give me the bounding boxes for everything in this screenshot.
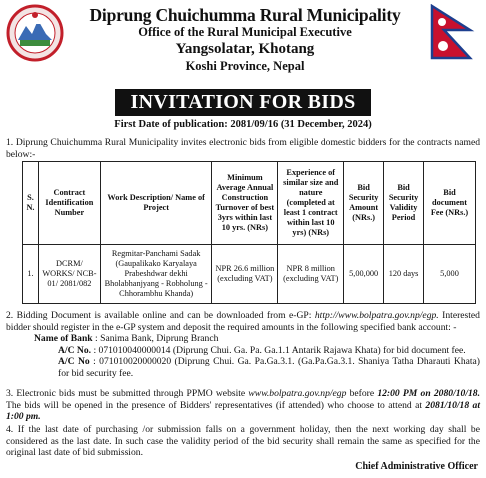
- office-name: Office of the Rural Municipal Executive: [138, 25, 352, 39]
- opening-time: 2081/10/18 at 1:00 pm.: [6, 399, 480, 422]
- account-2-label: A/C No: [58, 356, 90, 367]
- invitation-banner: INVITATION FOR BIDS: [115, 89, 371, 116]
- cell-bid-security: 5,00,000: [344, 245, 384, 304]
- submission-deadline: 12:00 PM on 2080/10/18.: [377, 388, 480, 399]
- account-2-value: : 071010020000020 (Diprung Chui. Ga. Pa.Ga.3.1. (Ga.Pa.Ga.3.1. Shaniya Tatha Dharauti Khata) for bid security fee.: [58, 356, 480, 379]
- para3-lead: 3. Electronic bids must be submitted through PPMO website: [6, 388, 249, 399]
- table-header-row: [23, 162, 476, 245]
- municipality-name: Diprung Chuichumma Rural Municipality: [89, 5, 401, 25]
- header-turnover: Minimum Average Annual Construction Turnover of best 3yrs within last 10 yrs. (NRs): [212, 162, 278, 245]
- cell-experience: NPR 8 million (excluding VAT): [278, 245, 344, 304]
- paragraph-1: 1. Diprung Chuichumma Rural Municipality invites electronic bids from eligible domestic bidders for the contracts named below:-: [6, 137, 480, 160]
- header-work: Work Description/ Name of Project: [100, 162, 212, 245]
- cell-validity: 120 days: [384, 245, 424, 304]
- bank-value: : Sanima Bank, Diprung Branch: [92, 333, 219, 344]
- egp-link[interactable]: http://www.bolpatra.gov.np/egp.: [314, 310, 439, 321]
- para3-mid: before: [346, 388, 378, 399]
- ppmo-link[interactable]: www.bolpatra.gov.np/egp: [248, 388, 347, 399]
- province-name: Koshi Province, Nepal: [185, 59, 305, 73]
- office-location: Yangsolatar, Khotang: [175, 41, 315, 57]
- municipality-emblem-logo: [6, 4, 64, 62]
- cell-work: Regmitar-Panchami Sadak (Gaupalikako Karyalaya Prabeshdwar dekhi Bholabhanjyang - Robholung - Chhorambhu Khanda): [100, 245, 212, 304]
- account-1-value: : 071010040000014 (Diprung Chui. Ga. Pa. Ga.1.1 Antarik Rajawa Khata) for bid document fee.: [93, 344, 466, 356]
- header-bid-security: Bid Security Amount (NRs.): [344, 162, 384, 245]
- bid-table: [22, 161, 476, 304]
- table-row: [23, 245, 476, 304]
- header-fee: Bid document Fee (NRs.): [424, 162, 476, 245]
- paragraph-4: 4. If the last date of purchasing /or submission falls on a government holiday, then the next working day shall be considered as the last date. In such case the validity period of the bid security shall remain the same as specified for the original last date of bid submission.: [6, 424, 480, 458]
- account-1-line: [6, 345, 480, 357]
- cell-sn: 1.: [23, 245, 39, 304]
- paragraph-2: [6, 310, 480, 379]
- cell-fee: 5,000: [424, 245, 476, 304]
- letterhead: [70, 6, 420, 74]
- signature-title: Chief Administrative Officer: [355, 461, 478, 472]
- para3-mid2: The bids will be opened in the presence of Bidders' representatives (if attended) who choose to attend at: [6, 399, 426, 411]
- para2-rest: Interested bidder should register in the e-GP system and deposit the required amounts in the following specified bank account: -: [6, 310, 480, 333]
- cell-contract-id: DCRM/ WORKS/ NCB-01/ 2081/082: [38, 245, 100, 304]
- account-1-label: A/C No.: [58, 344, 92, 356]
- account-2-line: [6, 356, 480, 379]
- header-validity: Bid Security Validity Period: [384, 162, 424, 245]
- nepal-flag-icon: [426, 4, 476, 62]
- para2-lead: 2. Bidding Document is available online and can be downloaded from e-GP:: [6, 310, 315, 321]
- header-contract-id: Contract Identification Number: [38, 162, 100, 245]
- cell-turnover: NPR 26.6 million (excluding VAT): [212, 245, 278, 304]
- paragraph-3: [6, 388, 480, 423]
- header-sn: S. N.: [23, 162, 39, 245]
- publication-date: First Date of publication: 2081/09/16 (31 December, 2024): [114, 119, 372, 130]
- header-experience: Experience of similar size and nature (completed at least 1 contract within last 10 yrs) (NRs): [278, 162, 344, 245]
- bank-label: Name of Bank: [34, 333, 93, 344]
- bank-name-line: [6, 333, 480, 345]
